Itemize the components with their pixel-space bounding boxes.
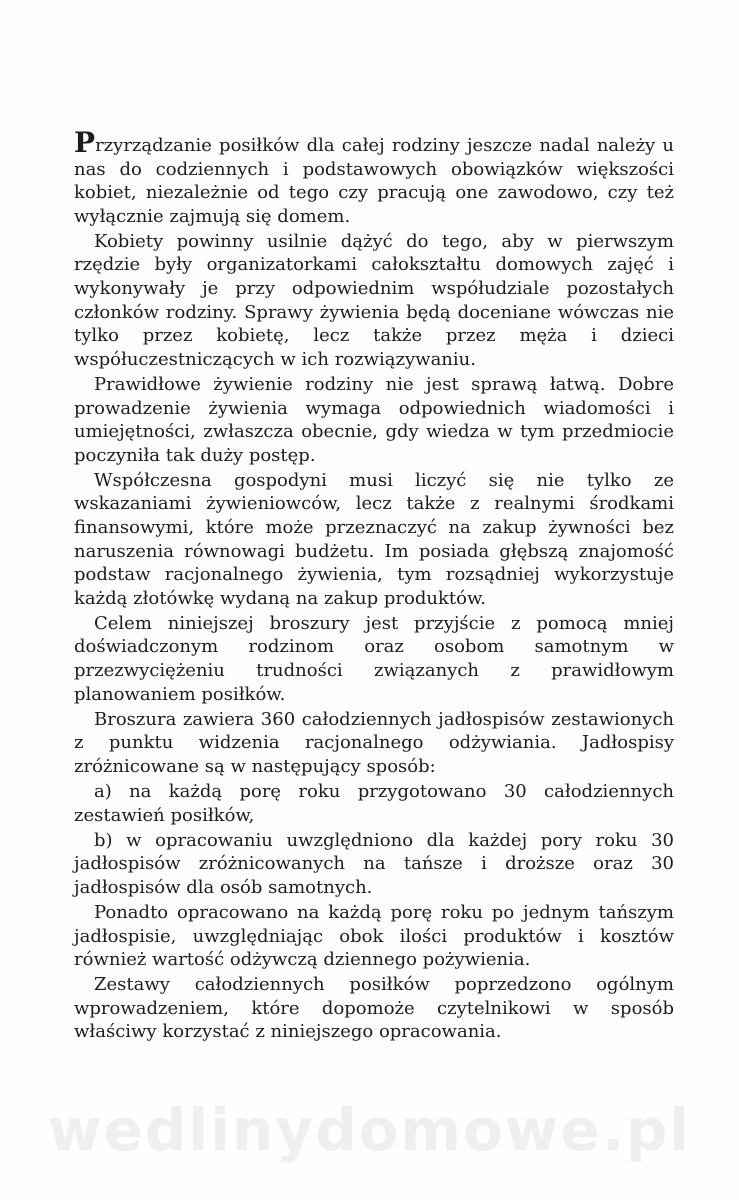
body-text — [74, 126, 674, 1046]
site-watermark: wedlinydomowe.pl — [47, 1096, 692, 1164]
paragraph-additional-menus: Ponadto opracowano na każdą porę roku po jednym tańszym jadłospisie, uwzględniając obok ilości produktów i kosztów również wartość odżywczą dziennego pożywienia. — [74, 902, 674, 971]
paragraph-brochure-contents: Broszura zawiera 360 całodziennych jadłospisów zestawionych z punktu widzenia racjonalnego odżywiania. Jadłospisy zróżnicowane są w następujący sposób: — [74, 708, 674, 777]
list-item-b: b) w opracowaniu uwzględniono dla każdej pory roku 30 jadłospisów zróżnicowanych na tańsze i droższe oraz 30 jadłospisów dla osób samotnych. — [74, 829, 674, 898]
paragraph-intro-text: rzyrządzanie posiłków dla całej rodziny jeszcze nadal należy u nas do codziennych i podstawowych obowiązków większości kobiet, niezależnie od tego czy pracują one zawodowo, czy też wyłącznie zajmują się domem. — [74, 135, 674, 227]
paragraph-introduction-note: Zestawy całodziennych posiłków poprzedzono ogólnym wprowadzeniem, które dopomoże czytelnikowi w sposób właściwy korzystać z niniejszego opracowania. — [74, 974, 674, 1043]
drop-cap-letter: P — [74, 126, 96, 159]
paragraph-women-role: Kobiety powinny usilnie dążyć do tego, aby w pierwszym rzędzie były organizatorkami całokształtu domowych zajęć i wykonywały je przy odpowiednim współudziale pozostałych członków rodziny. Sprawy żywienia będą doceniane wówczas nie tylko przez kobietę, lecz także przez męża i dzieci współuczestniczących w ich rozwiązywaniu. — [74, 230, 674, 370]
paragraph-modern-housewife: Współczesna gospodyni musi liczyć się nie tylko ze wskazaniami żywieniowców, lecz także z realnymi środkami finansowymi, które może przeznaczyć na zakup żywności bez naruszenia równowagi budżetu. Im posiada głębszą znajomość podstaw racjonalnego żywienia, tym rozsądniej wykorzystuje każdą złotówkę wydaną na zakup produktów. — [74, 469, 674, 609]
paragraph-brochure-aim: Celem niniejszej broszury jest przyjście z pomocą mniej doświadczonym rodzinom oraz osobom samotnym w przezwyciężeniu trudności związanych z prawidłowym planowaniem posiłków. — [74, 612, 674, 705]
paragraph-proper-nutrition: Prawidłowe żywienie rodziny nie jest sprawą łatwą. Dobre prowadzenie żywienia wymaga odpowiednich wiadomości i umiejętności, zwłaszcza obecnie, gdy wiedza w tym przedmiocie poczyniła tak duży postęp. — [74, 373, 674, 466]
paragraph-intro — [74, 126, 674, 228]
list-item-a: a) na każdą porę roku przygotowano 30 całodziennych zestawień posiłków, — [74, 781, 674, 826]
